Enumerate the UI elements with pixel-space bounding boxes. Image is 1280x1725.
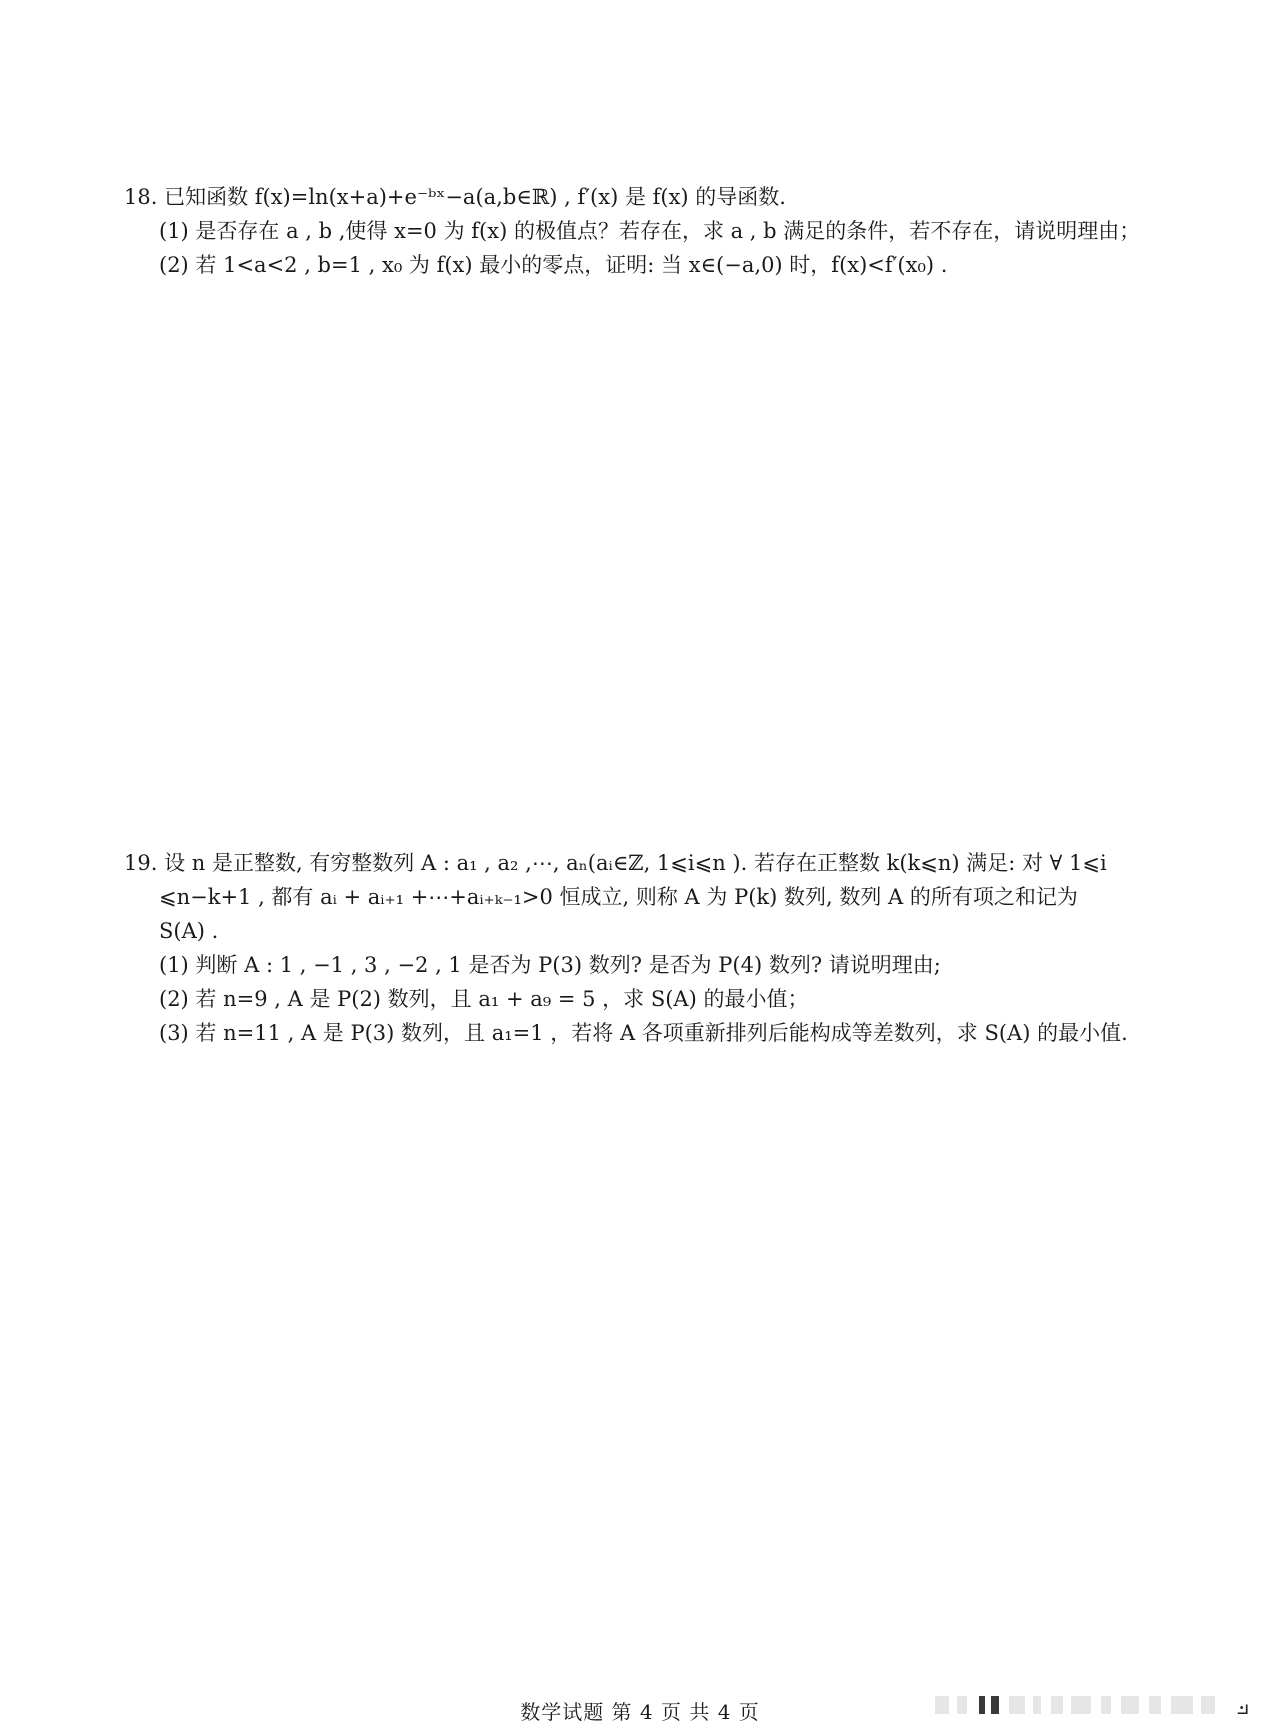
corner-mark-icon: ⟓ xyxy=(1236,1688,1250,1721)
scan-barcode-artifact xyxy=(935,1692,1235,1718)
problem-18-stem: 18. 已知函数 f(x)=ln(x+a)+e⁻ᵇˣ−a(a,b∈ℝ) , f′(x) 是 f(x) 的导函数. xyxy=(124,185,786,209)
page-footer: 数学试题 第 4 页 共 4 页 xyxy=(520,1700,760,1724)
problem-18-part-2: (2) 若 1<a<2 , b=1 , x₀ 为 f(x) 最小的零点，证明: 当 x∈(−a,0) 时，f(x)<f′(x₀) . xyxy=(159,253,948,277)
problem-19-stem-line-2: ⩽n−k+1 , 都有 aᵢ + aᵢ₊₁ +⋯+aᵢ₊ₖ₋₁>0 恒成立, 则称 A 为 P(k) 数列, 数列 A 的所有项之和记为 xyxy=(159,885,1078,909)
problem-19-part-1: (1) 判断 A : 1 , −1 , 3 , −2 , 1 是否为 P(3) 数列? 是否为 P(4) 数列? 请说明理由; xyxy=(159,953,941,977)
problem-19 xyxy=(124,846,1184,1050)
problem-18-part-1: (1) 是否存在 a , b ,使得 x=0 为 f(x) 的极值点？若存在，求 a , b 满足的条件，若不存在，请说明理由； xyxy=(159,219,1141,243)
problem-19-part-2: (2) 若 n=9 , A 是 P(2) 数列，且 a₁ + a₉ = 5 ，求 S(A) 的最小值； xyxy=(159,987,809,1011)
problem-19-stem-line-1: 19. 设 n 是正整数, 有穷整数列 A : a₁ , a₂ ,⋯, aₙ(aᵢ∈ℤ, 1⩽i⩽n ). 若存在正整数 k(k⩽n) 满足: 对 ∀ 1⩽i xyxy=(124,851,1107,875)
problem-18 xyxy=(124,180,1184,282)
problem-19-stem-line-3: S(A) . xyxy=(159,919,219,943)
problem-19-part-3: (3) 若 n=11 , A 是 P(3) 数列，且 a₁=1 ，若将 A 各项重新排列后能构成等差数列，求 S(A) 的最小值. xyxy=(159,1021,1128,1045)
